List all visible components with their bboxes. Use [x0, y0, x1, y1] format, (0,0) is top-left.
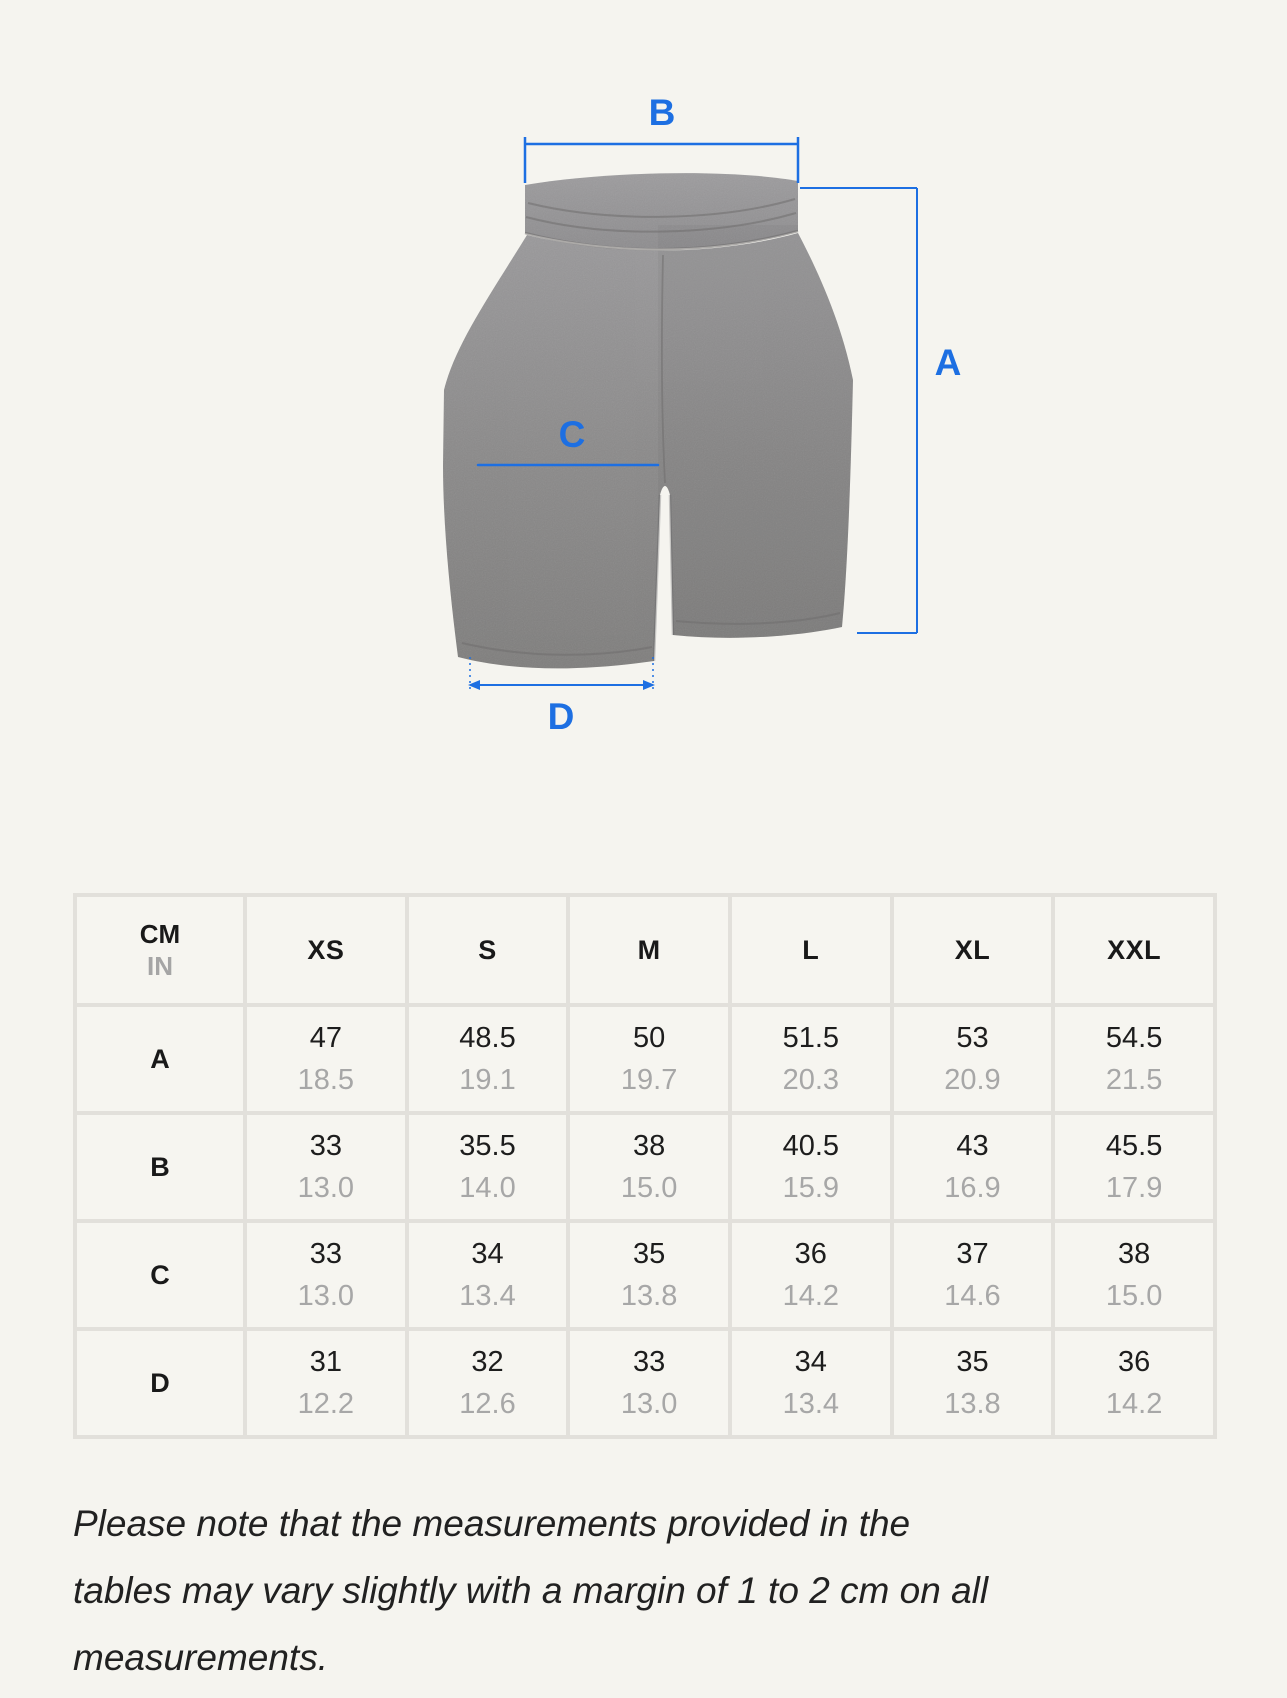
size-header-m: M — [568, 895, 730, 1005]
measure-b — [525, 92, 798, 183]
unit-cell — [75, 895, 245, 1005]
size-table — [73, 893, 1217, 1439]
size-header-s: S — [407, 895, 569, 1005]
size-cell: 53 20.9 — [892, 1005, 1054, 1113]
unit-in-label: IN — [147, 951, 173, 981]
row-label-d: D — [75, 1329, 245, 1437]
size-cell: 51.5 20.3 — [730, 1005, 892, 1113]
size-cell: 35 13.8 — [568, 1221, 730, 1329]
measure-label-c: C — [558, 414, 586, 455]
size-cell: 35.5 14.0 — [407, 1113, 569, 1221]
size-cell: 31 12.2 — [245, 1329, 407, 1437]
size-cell: 40.5 15.9 — [730, 1113, 892, 1221]
size-table-row-b — [75, 1113, 1215, 1221]
size-cell: 47 18.5 — [245, 1005, 407, 1113]
size-table-row-d — [75, 1329, 1215, 1437]
size-cell: 37 14.6 — [892, 1221, 1054, 1329]
size-cell: 36 14.2 — [1053, 1329, 1215, 1437]
row-label-c: C — [75, 1221, 245, 1329]
size-cell: 35 13.8 — [892, 1329, 1054, 1437]
size-cell: 38 15.0 — [568, 1113, 730, 1221]
size-cell: 33 13.0 — [568, 1329, 730, 1437]
size-cell: 36 14.2 — [730, 1221, 892, 1329]
size-cell: 33 13.0 — [245, 1113, 407, 1221]
size-cell: 34 13.4 — [407, 1221, 569, 1329]
shorts-measurement-diagram — [420, 85, 1000, 760]
shorts-illustration — [430, 165, 870, 685]
size-table-row-a — [75, 1005, 1215, 1113]
disclaimer-line-1: Please note that the measurements provided in the — [73, 1503, 911, 1544]
size-cell: 33 13.0 — [245, 1221, 407, 1329]
measure-label-a: A — [934, 342, 962, 383]
disclaimer-line-3: measurements. — [73, 1637, 328, 1678]
size-header-l: L — [730, 895, 892, 1005]
unit-cm-label: CM — [139, 918, 181, 949]
measurement-disclaimer — [73, 1490, 1213, 1691]
measure-label-b: B — [648, 92, 676, 133]
size-cell: 54.5 21.5 — [1053, 1005, 1215, 1113]
size-cell: 38 15.0 — [1053, 1221, 1215, 1329]
disclaimer-line-2: tables may vary slightly with a margin of 1 to 2 cm on all — [73, 1570, 989, 1611]
size-cell: 45.5 17.9 — [1053, 1113, 1215, 1221]
size-table-header-row — [75, 895, 1215, 1005]
size-cell: 32 12.6 — [407, 1329, 569, 1437]
measure-label-d: D — [547, 696, 575, 737]
measure-d — [468, 657, 655, 737]
row-label-b: B — [75, 1113, 245, 1221]
size-table-row-c — [75, 1221, 1215, 1329]
size-cell: 43 16.9 — [892, 1113, 1054, 1221]
size-header-xl: XL — [892, 895, 1054, 1005]
row-label-a: A — [75, 1005, 245, 1113]
size-cell: 50 19.7 — [568, 1005, 730, 1113]
size-header-xxl: XXL — [1053, 895, 1215, 1005]
size-header-xs: XS — [245, 895, 407, 1005]
size-cell: 34 13.4 — [730, 1329, 892, 1437]
size-cell: 48.5 19.1 — [407, 1005, 569, 1113]
